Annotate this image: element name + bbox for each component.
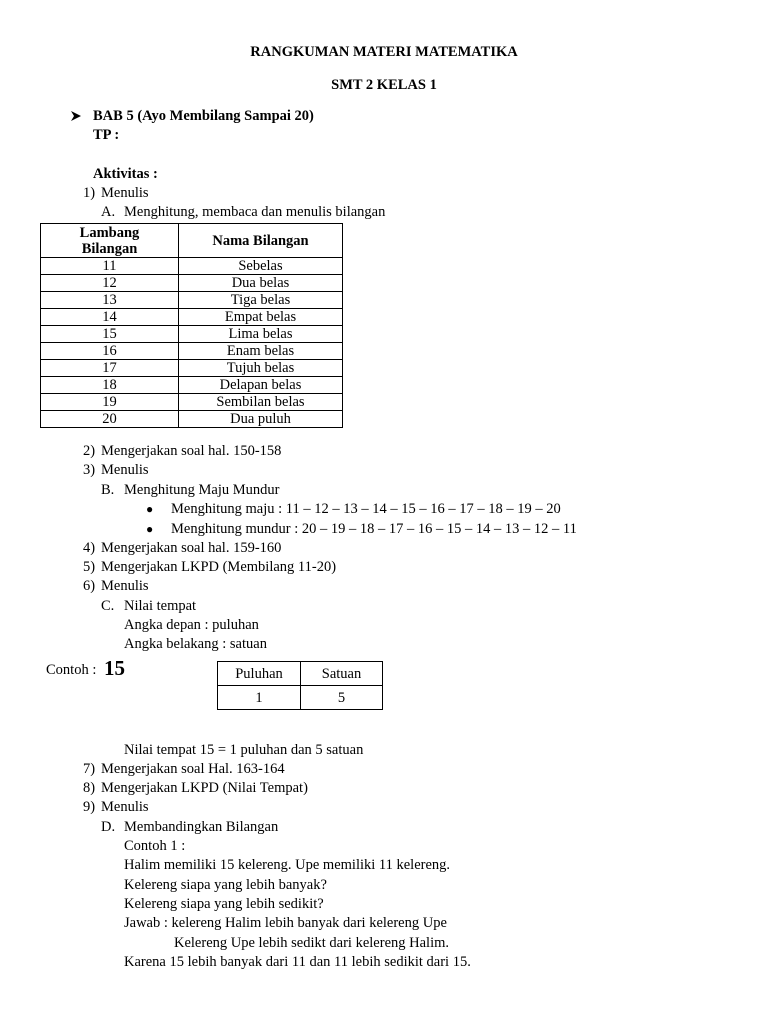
cell-number: 14 [41, 309, 179, 326]
cell-number: 12 [41, 275, 179, 292]
chapter-heading: BAB 5 (Ayo Membilang Sampai 20) [93, 108, 314, 124]
sub-item: Membandingkan Bilangan [124, 819, 279, 835]
table-row [41, 258, 343, 275]
cell-number: 11 [41, 258, 179, 275]
cell-number: 15 [41, 326, 179, 343]
cell-number: 17 [41, 360, 179, 377]
list-item: Mengerjakan soal Hal. 163-164 [101, 761, 285, 777]
cell-name: Tiga belas [179, 292, 343, 309]
list-item: Menulis [101, 578, 149, 594]
list-item: Mengerjakan LKPD (Nilai Tempat) [101, 780, 308, 796]
header-text: Bilangan [81, 240, 138, 257]
list-number: 9) [83, 799, 96, 815]
list-item: Mengerjakan LKPD (Membilang 11-20) [101, 559, 337, 575]
table-header-satuan: Satuan [301, 662, 383, 686]
list-item: Menulis [101, 462, 149, 478]
list-number: 2) [83, 443, 96, 459]
cell-name: Dua belas [179, 275, 343, 292]
list-number: 7) [83, 761, 96, 777]
cell-satuan: 5 [301, 686, 383, 710]
sub-text: Jawab : kelereng Halim lebih banyak dari kelereng Upe [124, 915, 447, 931]
cell-number: 18 [41, 377, 179, 394]
list-number: 8) [83, 780, 96, 796]
sub-text: Nilai tempat 15 = 1 puluhan dan 5 satuan [124, 742, 364, 758]
sub-item: Menghitung Maju Mundur [124, 482, 280, 498]
cell-name: Sebelas [179, 258, 343, 275]
sub-letter: A. [101, 204, 116, 220]
sub-text: Angka belakang : satuan [124, 636, 267, 652]
cell-name: Empat belas [179, 309, 343, 326]
sub-letter: C. [101, 598, 115, 614]
cell-name: Enam belas [179, 343, 343, 360]
table-row [41, 411, 343, 428]
sub-letter: B. [101, 482, 115, 498]
table-header-puluhan: Puluhan [218, 662, 301, 686]
table-row [41, 377, 343, 394]
cell-name: Sembilan belas [179, 394, 343, 411]
table-row [41, 292, 343, 309]
table-row [218, 686, 383, 710]
cell-number: 13 [41, 292, 179, 309]
cell-number: 20 [41, 411, 179, 428]
sub-text: Kelereng Upe lebih sedikt dari kelereng Halim. [174, 935, 449, 951]
list-item: Mengerjakan soal hal. 159-160 [101, 540, 282, 556]
number-names-table [40, 223, 343, 428]
sub-text: Contoh 1 : [124, 838, 186, 854]
cell-name: Delapan belas [179, 377, 343, 394]
sub-text: Kelereng siapa yang lebih sedikit? [124, 896, 324, 912]
bullet-item: Menghitung mundur : 20 – 19 – 18 – 17 – 16 – 15 – 14 – 13 – 12 – 11 [171, 521, 577, 537]
table-header-lambang [41, 224, 179, 258]
aktivitas-label: Aktivitas : [93, 166, 158, 182]
header-text: Lambang [79, 224, 140, 241]
page-title: RANGKUMAN MATERI MATEMATIKA [250, 44, 518, 60]
page-subtitle: SMT 2 KELAS 1 [331, 77, 437, 93]
table-row [41, 326, 343, 343]
bullet-item: Menghitung maju : 11 – 12 – 13 – 14 – 15 – 16 – 17 – 18 – 19 – 20 [171, 501, 561, 517]
list-number: 5) [83, 559, 96, 575]
list-number: 6) [83, 578, 96, 594]
table-header-nama: Nama Bilangan [179, 224, 343, 258]
contoh-label: Contoh : [46, 662, 97, 678]
cell-puluhan: 1 [218, 686, 301, 710]
cell-name: Dua puluh [179, 411, 343, 428]
cell-name: Tujuh belas [179, 360, 343, 377]
tp-label: TP : [93, 127, 120, 143]
sub-item: Menghitung, membaca dan menulis bilangan [124, 204, 386, 220]
list-item: Menulis [101, 799, 149, 815]
list-item: Menulis [101, 185, 149, 201]
table-row [41, 275, 343, 292]
cell-name: Lima belas [179, 326, 343, 343]
table-row [41, 394, 343, 411]
contoh-number: 15 [104, 656, 125, 680]
list-item: Mengerjakan soal hal. 150-158 [101, 443, 282, 459]
list-number: 4) [83, 540, 96, 556]
table-row [41, 343, 343, 360]
sub-text: Karena 15 lebih banyak dari 11 dan 11 lebih sedikit dari 15. [124, 954, 471, 970]
list-number: 1) [83, 185, 96, 201]
arrow-bullet-icon [70, 110, 82, 122]
bullet-icon: ● [146, 502, 154, 516]
table-row [41, 309, 343, 326]
table-row [41, 360, 343, 377]
sub-item: Nilai tempat [124, 598, 197, 614]
cell-number: 16 [41, 343, 179, 360]
bullet-icon: ● [146, 522, 154, 536]
sub-text: Halim memiliki 15 kelereng. Upe memiliki 11 kelereng. [124, 857, 451, 873]
list-number: 3) [83, 462, 96, 478]
sub-letter: D. [101, 819, 116, 835]
sub-text: Kelereng siapa yang lebih banyak? [124, 877, 327, 893]
sub-text: Angka depan : puluhan [124, 617, 259, 633]
place-value-table [217, 661, 383, 710]
cell-number: 19 [41, 394, 179, 411]
